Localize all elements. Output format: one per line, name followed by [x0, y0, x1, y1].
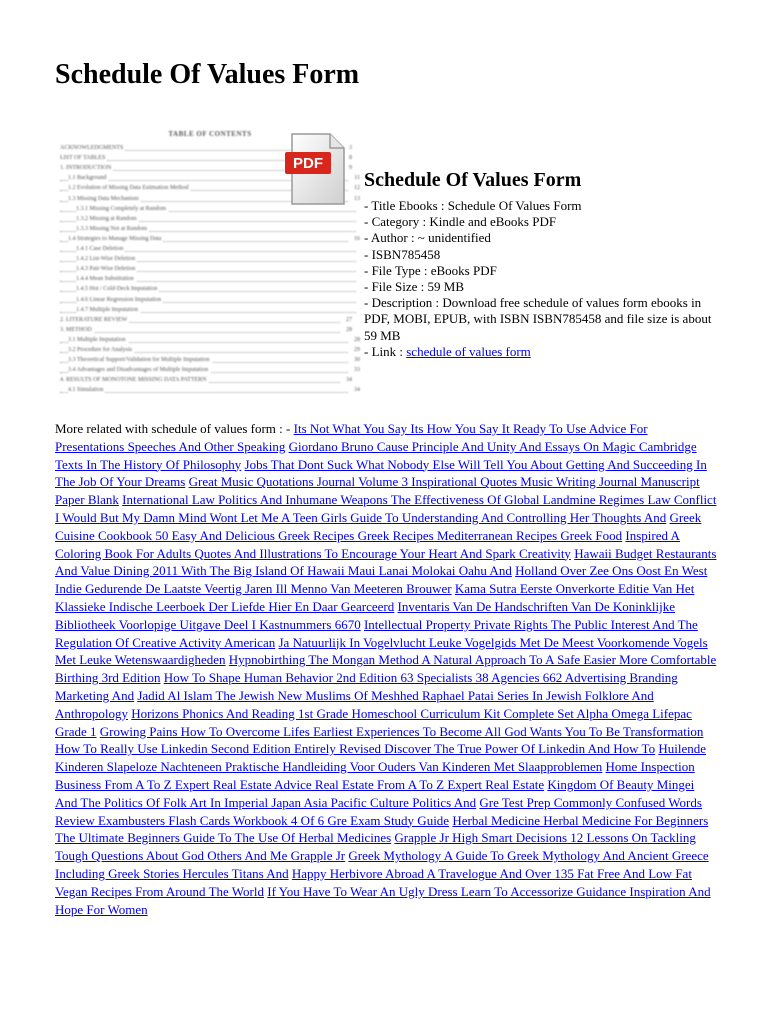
toc-entry-title: 3. METHOD [60, 326, 92, 333]
toc-entry-title: 1.3 Missing Data Mechanism [68, 195, 139, 202]
toc-entry-page: 30 [354, 357, 360, 364]
toc-entry-page: 28 [354, 336, 360, 343]
info-link-prefix: - Link : [364, 343, 407, 359]
pdf-file-icon [284, 132, 350, 208]
toc-entry [60, 316, 352, 325]
toc-entry-title: 1.4.1 Case Deletion [76, 246, 124, 252]
toc-entry-title: 1.3.1 Missing Completely at Random [76, 205, 166, 212]
related-link[interactable]: Gre Test Prep Commonly Confused Words Review Exambusters Flash Cards Workbook 4 Of 6 Gre Exam Study Guide [55, 794, 702, 828]
related-link[interactable]: How To Really Use Linkedin Second Edition Entirely Revised Discover The True Power Of Linkedin And How To [55, 741, 656, 757]
toc-entry-title: 1.4.5 Hot / Cold-Deck Imputation [76, 286, 158, 293]
related-links [55, 421, 716, 917]
toc-entry-title: 1.2 Evolution of Missing Data Estimation Method [68, 185, 189, 192]
toc-entry-title: 4. RESULTS OF MONOTONE MISSING DATA PATTERN [60, 377, 207, 384]
related-link[interactable]: Inspired A Coloring Book For Adults Quotes And Illustrations To Encourage Your Heart And Spark Creativity [55, 527, 680, 561]
related-link[interactable]: Jobs That Dont Suck What Nobody Else Will Tell You About Getting And Succeeding In The Job Of Your Dreams [55, 456, 707, 490]
related-link[interactable]: Great Music Quotations Journal Volume 3 Inspirational Quotes Music Writing Journal Manuscript Paper Blank [55, 474, 700, 508]
toc-entry-title: 1.4.4 Mean Substitution [76, 276, 134, 283]
page-title: Schedule Of Values Form [55, 59, 360, 90]
toc-entry-title: 1.4.6 Linear Regression Imputation [76, 296, 162, 303]
related-link[interactable]: Grapple Jr High Smart Decisions 12 Lessons On Tackling Tough Questions About God Others And Me Grapple Jr [55, 830, 696, 864]
toc-entry-page: 9 [349, 165, 352, 172]
toc-entry [60, 326, 352, 335]
toc-entry [60, 346, 360, 355]
related-link[interactable]: I Would But My Damn Mind Wont Let Me A Teen Girls Guide To Understanding And Controlling Her Thoughts And [55, 509, 667, 525]
toc-entry-title: 1.4 Strategies to Manage Missing Data [68, 235, 162, 242]
related-link[interactable]: Greek Mythology A Guide To Greek Mythology And Ancient Greece Including Greek Stories Hercules Titans And [55, 848, 709, 881]
toc-entry-title: 1.3.2 Missing at Random [76, 215, 137, 222]
toc-entry [60, 235, 360, 244]
related-link[interactable]: How To Shape Human Behavior 2nd Edition 63 Specialists 38 Agencies 662 Advertising Branding Marketing And [55, 670, 678, 703]
related-link[interactable]: Herbal Medicine Herbal Medicine For Beginners The Ultimate Beginners Guide To The Use Of Herbal Medicines [55, 812, 709, 846]
info-heading: Schedule Of Values Form [364, 169, 582, 191]
info-author: - Author : ~ unidentified [364, 230, 491, 246]
info-category: - Category : Kindle and eBooks PDF [364, 214, 557, 230]
related-link[interactable]: If You Have To Wear An Ugly Dress Learn To Accessorize Guidance Inspiration And Hope For Women [55, 883, 711, 917]
related-link[interactable]: Kingdom Of Beauty Mingei And The Politics Of Folk Art In Imperial Japan Asia Pacific Culture Politics And [55, 776, 695, 810]
toc-entry-title: LIST OF TABLES [60, 155, 106, 162]
related-link[interactable]: Holland Over Zee Ons Oost En West Indie Gedurende De Laatste Veertig Jaren Ill Menno Van Meeteren Brouwer [55, 563, 708, 597]
ebook-download-link[interactable]: schedule of values form [406, 343, 531, 359]
related-link[interactable]: Greek Cuisine Cookbook 50 Easy And Delicious Greek Recipes Greek Recipes Mediterranean Recipes Greek Food [55, 509, 702, 543]
toc-entry-page: 28 [346, 326, 352, 333]
toc-entry [60, 306, 360, 315]
related-link[interactable]: Horizons Phonics And Reading 1st Grade Homeschool Curriculum Kit Complete Set Alpha Omega Lifepac Grade 1 [55, 705, 692, 739]
related-link[interactable]: Home Inspection Business From A To Z Expert Real Estate Advice Real Estate From A To Z Expert Real Estate [55, 759, 695, 792]
toc-entry [60, 215, 360, 224]
toc-entry-page: 27 [346, 316, 352, 323]
related-link[interactable]: Jadid Al Islam The Jewish New Muslims Of Meshhed Raphael Patai Series In Jewish Folklore And Anthropology [55, 687, 654, 721]
toc-entry [60, 356, 360, 365]
toc-heading: TABLE OF CONTENTS [168, 130, 252, 138]
info-title: - Title Ebooks : Schedule Of Values Form [364, 198, 582, 213]
info-description: - Description : Download free schedule of values form ebooks in PDF, MOBI, EPUB, with ISBN ISBN785458 and file size is about 59 MB [364, 295, 712, 343]
pdf-label: PDF [293, 155, 323, 172]
toc-entry-title: 1.1 Background [68, 175, 107, 182]
related-link[interactable]: Kama Sutra Eerste Onverkorte Editie Van Het Klassieke Indische Leerboek Der Liefde Hier En Daar Gearceerd [55, 581, 695, 614]
related-intro: More related with schedule of values form : - [55, 421, 294, 436]
toc-entry-page: 29 [354, 347, 360, 353]
toc-entry-page: 34 [346, 377, 352, 384]
toc-entry-page: 12 [354, 185, 360, 192]
toc-entry-page: 11 [354, 175, 360, 182]
toc-entry-title: 1.3.3 Missing Not at Random [76, 225, 148, 232]
related-links-paragraph [55, 420, 717, 918]
toc-entry [60, 245, 360, 254]
toc-entry-page: 13 [354, 195, 360, 202]
ebook-info-panel [364, 168, 720, 360]
toc-entry [60, 336, 360, 345]
toc-entry [60, 386, 360, 395]
toc-entry-title: 2. LITERATURE REVIEW [60, 316, 128, 323]
toc-entry-title: 3.1 Multiple Imputation [68, 336, 126, 343]
info-link-row [364, 344, 720, 360]
toc-entry-title: 1.4.7 Multiple Imputation [76, 306, 138, 313]
toc-entry [60, 275, 360, 284]
toc-entry-title: ACKNOWLEDGMENTS [60, 145, 124, 151]
toc-entry-title: 1.4.3 Pair-Wise Deletion [76, 266, 136, 273]
toc-entry-title: 3.3 Theoretical Support/Validation for Multiple Imputation [68, 357, 210, 364]
toc-entry [60, 265, 360, 274]
related-link[interactable]: Growing Pains How To Overcome Lifes Earliest Experiences To Become All God Wants You To Be Transformation [99, 723, 704, 739]
related-link[interactable]: Its Not What You Say Its How You Say It Ready To Use Advice For Presentations Speeches And Other Speaking [55, 421, 648, 454]
toc-entry-page: 34 [354, 387, 360, 394]
related-link[interactable]: Huilende Kinderen Slapeloze Nachteneen Praktische Handleiding Voor Ouders Van Kinderen Met Slaapproblemen [55, 741, 706, 775]
toc-entry-title: 3.2 Procedure for Analysis [68, 347, 132, 353]
info-file-type: - File Type : eBooks PDF [364, 262, 497, 278]
toc-entry-page: 3 [349, 145, 352, 151]
toc-entry-title: 1. INTRODUCTION [60, 165, 112, 172]
related-link[interactable]: Inventaris Van De Handschriften Van De Koninklijke Bibliotheek Voorlopige Uitgave Deel I Kastnummers 6670 [55, 598, 676, 632]
toc-entry-page: 16 [354, 235, 360, 242]
toc-entry-page: 33 [354, 367, 360, 374]
toc-entry [60, 376, 352, 385]
related-link[interactable]: Intellectual Property Private Rights The Public Interest And The Regulation Of Creative Activity American [55, 616, 698, 650]
toc-entry-title: 4.1 Simulation [68, 387, 104, 394]
related-link[interactable]: Hypnobirthing The Mongan Method A Natural Approach To A Safe Easier More Comfortable Birthing 3rd Edition [55, 652, 717, 686]
toc-entry [60, 285, 360, 294]
toc-entry [60, 296, 360, 305]
toc-entry [60, 255, 360, 264]
toc-entry-title: 1.4.2 List-Wise Deletion [76, 256, 136, 263]
related-link[interactable]: Ja Natuurlijk In Vogelvlucht Leuke Vogelgids Met De Meest Voorkomende Vogels Met Leuke Wetenswaardigheden [55, 634, 708, 668]
toc-entry [60, 366, 360, 375]
related-link[interactable]: Hawaii Budget Restaurants And Value Dining 2011 With The Big Island Of Hawaii Maui Lanai Molokai Oahu And [55, 545, 717, 579]
related-link[interactable]: Happy Herbivore Abroad A Travelogue And Over 135 Fat Free And Low Fat Vegan Recipes From Around The World [55, 865, 692, 899]
toc-entry-title: 3.4 Advantages and Disadvantages of Multiple Imputation [68, 367, 209, 374]
info-file-size: - File Size : 59 MB [364, 279, 465, 295]
related-link[interactable]: International Law Politics And Inhumane Weapons The Effectiveness Of Global Landmine Regimes Law Conflict [122, 492, 717, 508]
related-link[interactable]: Giordano Bruno Cause Principle And Unity And Essays On Magic Cambridge Texts In The History Of Philosophy [55, 438, 697, 472]
toc-entry-page: 8 [349, 155, 352, 162]
toc-leader [60, 332, 340, 333]
info-isbn: - ISBN785458 [364, 246, 441, 262]
toc-entry [60, 225, 360, 234]
